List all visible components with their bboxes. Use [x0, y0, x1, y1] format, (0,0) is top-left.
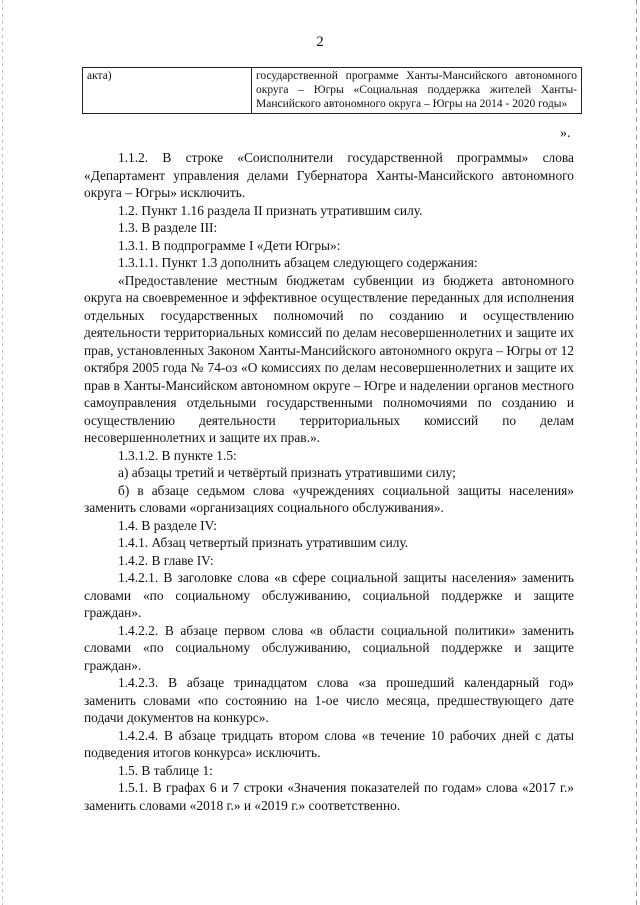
paragraph-1-4-2-3: 1.4.2.3. В абзаце тринадцатом слова «за прошедший календарный год» заменить словами «по состоянию на 1-ое число месяца, предшествующего дате подачи документов на конкурс». [84, 675, 574, 725]
paragraph-1-4-2-1: 1.4.2.1. В заголовке слова «в сфере социальной защиты населения» заменить словами «по социальному обслуживанию, социальной поддержке и защите граждан». [84, 570, 574, 620]
scan-edge-left [2, 0, 3, 905]
page-number: 2 [316, 34, 324, 50]
paragraph-item-a: а) абзацы третий и четвёртый признать утратившими силу; [118, 465, 456, 480]
paragraph-item-b: б) в абзаце седьмом слова «учреждениях социальной защиты населения» заменить словами «организациях социального обслуживания». [84, 482, 574, 515]
table-cell-left: акта) [83, 68, 252, 114]
paragraph-1-5-1: 1.5.1. В графах 6 и 7 строки «Значения показателей по годам» слова «2017 г.» заменить словами «2018 г.» и «2019 г.» соответственно. [84, 780, 574, 813]
table-row [83, 68, 582, 114]
paragraph-1-4-2: 1.4.2. В главе IV: [118, 552, 214, 568]
paragraph-1-4-2-4: 1.4.2.4. В абзаце тридцать втором слова «в течение 10 рабочих дней с даты подведения итогов конкурса» исключить. [84, 727, 574, 760]
paragraph-1-2: 1.2. Пункт 1.16 раздела II признать утратившим силу. [118, 202, 423, 218]
paragraph-1-4-1: 1.4.1. Абзац четвертый признать утратившим силу. [118, 535, 409, 550]
scan-edge-right [636, 0, 637, 905]
paragraph-quoted-text: «Предоставление местным бюджетам субвенции из бюджета автономного округа на своевременное и эффективное осуществление переданных для исполнения отдельных государственных полномочий по созданию и осуществлению деятельности территориальных комиссий по делам несовершеннолетних и защите их прав, установленных Законом Ханты-Мансийского автономного округа – Югры от 12 октября 2005 года № 74-оз «О комиссиях по делам несовершеннолетних и защите их прав в Ханты-Мансийском автономном округе – Югре и наделении органов местного самоуправления отдельными государственными полномочиями по созданию и осуществлению деятельности территориальных комиссий по делам несовершеннолетних и защите их прав.». [84, 272, 574, 445]
paragraph-1-5: 1.5. В таблице 1: [118, 762, 213, 778]
paragraph-1-4: 1.4. В разделе IV: [118, 517, 217, 533]
paragraph-1-3-1-2: 1.3.1.2. В пункте 1.5: [118, 447, 237, 463]
table-cell-right: государственной программе Ханты-Мансийского автономного округа – Югры «Социальная поддержка жителей Ханты-Мансийского автономного округа – Югры на 2014 - 2020 годы» [252, 68, 582, 114]
continuation-table [82, 67, 582, 114]
paragraph-1-3-1: 1.3.1. В подпрограмме I «Дети Югры»: [118, 237, 341, 253]
paragraph-1-1-2: 1.1.2. В строке «Соисполнители государственной программы» слова «Департамент управления делами Губернатора Ханты-Мансийского автономного округа – Югры» исключить. [84, 150, 574, 200]
paragraph-1-3: 1.3. В разделе III: [118, 220, 218, 235]
paragraph-1-3-1-1: 1.3.1.1. Пункт 1.3 дополнить абзацем следующего содержания: [118, 255, 478, 270]
document-body [84, 149, 574, 814]
paragraph-1-4-2-2: 1.4.2.2. В абзаце первом слова «в области социальной политики» заменить словами «по социальному обслуживанию, социальной поддержке и защите граждан». [84, 622, 574, 673]
closing-quote-mark: ». [560, 126, 571, 141]
